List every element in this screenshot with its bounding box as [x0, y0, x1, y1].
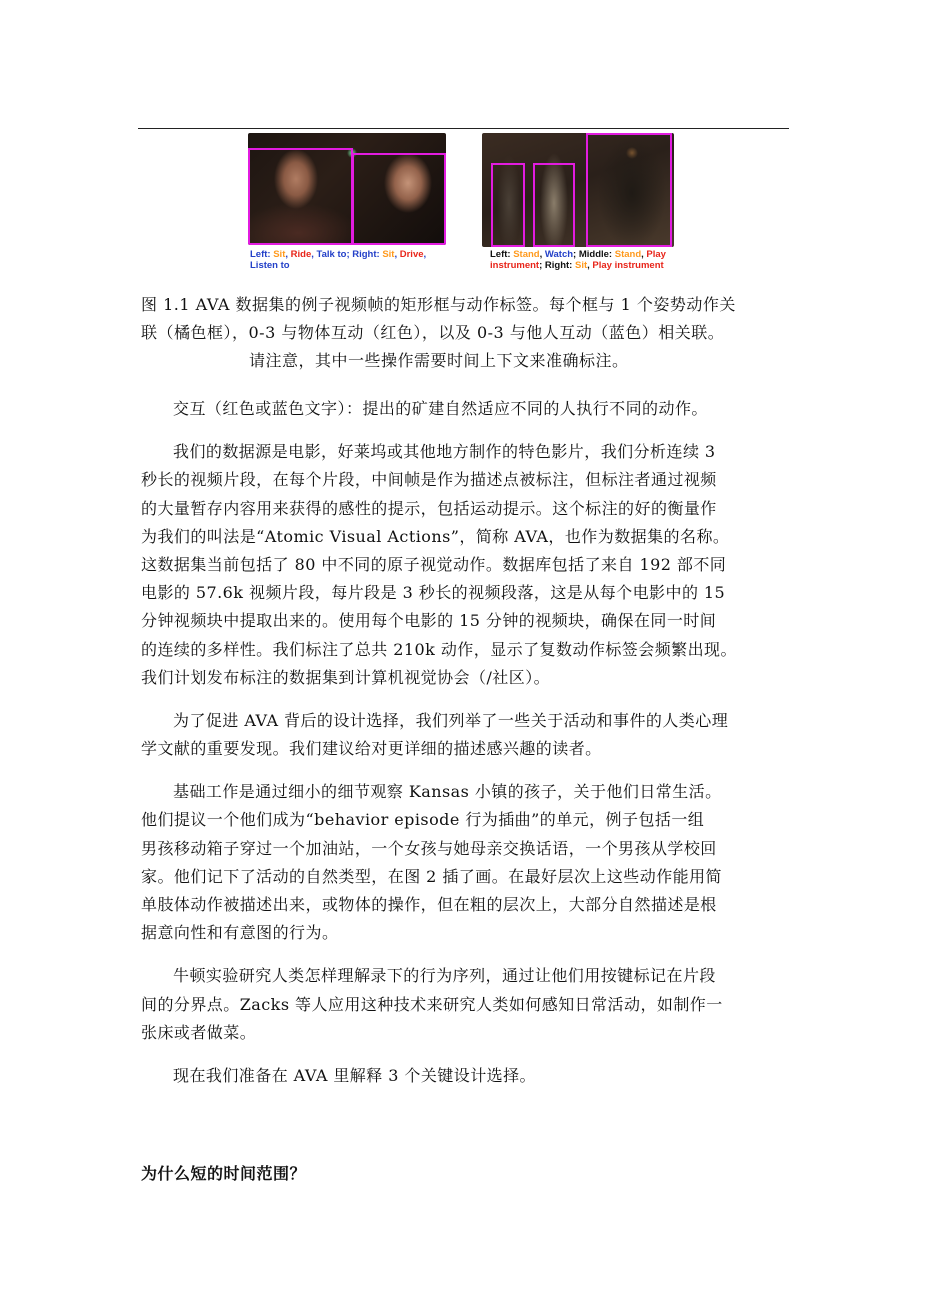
- action-label-segment: ,: [423, 249, 427, 260]
- action-label-segment: ,: [311, 249, 317, 260]
- bounding-box-left-person: [491, 163, 525, 247]
- text-line: 基础工作是通过细小的细节观察 Kansas 小镇的孩子，关于他们日常生活。: [173, 782, 722, 802]
- text-line: 家。他们记下了活动的自然类型，在图 2 插了画。在最好层次上这些动作能用简: [141, 866, 723, 886]
- bounding-box-right-person: [352, 153, 446, 245]
- paragraph-gap: [141, 423, 791, 438]
- left-frame-labels-line-1: [250, 249, 426, 260]
- action-label-segment: ,: [539, 249, 545, 260]
- text-line: 牛顿实验研究人类怎样理解录下的行为序列，通过让他们用按键标记在片段: [173, 966, 716, 986]
- paragraph-gap: [141, 947, 791, 962]
- action-label-segment: Play instrument: [592, 260, 664, 271]
- paragraph: [141, 1062, 791, 1090]
- action-label-segment: ,: [587, 260, 593, 271]
- paragraph: [141, 438, 791, 692]
- paragraph: [141, 395, 791, 423]
- text-line: 现在我们准备在 AVA 里解释 3 个关键设计选择。: [173, 1065, 537, 1085]
- body-text: [141, 395, 791, 1090]
- action-label-segment: Stand: [614, 249, 642, 260]
- text-line: 我们的数据源是电影，好莱坞或其他地方制作的特色影片，我们分析连续 3: [173, 442, 716, 462]
- text-line: 秒长的视频片段，在每个片段，中间帧是作为描述点被标注，但标注者通过视频: [141, 470, 717, 490]
- action-label-segment: Stand: [513, 249, 540, 260]
- bounding-box-left-person: [248, 148, 353, 245]
- action-label-segment: Play: [646, 249, 666, 260]
- text-line: 为了促进 AVA 背后的设计选择，我们列举了一些关于活动和事件的人类心理: [173, 710, 729, 730]
- paragraph-gap: [141, 763, 791, 778]
- bounding-box-middle-person: [533, 163, 575, 247]
- action-label-segment: Talk to: [316, 249, 347, 260]
- text-line: 间的分界点。Zacks 等人应用这种技术来研究人类如何感知日常活动，如制作一: [141, 994, 723, 1014]
- text-line: 男孩移动箱子穿过一个加油站，一个女孩与她母亲交换话语，一个男孩从学校回: [141, 838, 717, 858]
- figure-1-1: [0, 131, 926, 281]
- paragraph: [141, 707, 791, 763]
- figure-caption-line-1: 图 1.1 AVA 数据集的例子视频帧的矩形框与动作标签。每个框与 1 个姿势动作关: [141, 295, 736, 314]
- text-line: 单肢体动作被描述出来，或物体的操作，但在粗的层次上，大部分自然描述是根: [141, 895, 717, 914]
- paragraph: [141, 778, 791, 947]
- action-label-segment: Left:: [250, 249, 274, 260]
- left-frame-labels-line-2: [250, 260, 290, 271]
- paragraph-gap: [141, 692, 791, 707]
- action-label-segment: ,: [285, 249, 291, 260]
- text-line: 的大量暂存内容用来获得的感性的提示，包括运动提示。这个标注的好的衡量作: [141, 498, 717, 518]
- text-line: 这数据集当前包括了 80 中不同的原子视觉动作。数据库包括了来自 192 部不同: [141, 554, 727, 574]
- text-line: 据意向性和有意图的行为。: [141, 923, 339, 943]
- action-label-segment: Listen to: [250, 260, 290, 271]
- text-line: 张床或者做菜。: [141, 1022, 257, 1042]
- action-label-segment: Sit: [382, 249, 395, 260]
- action-label-segment: Left:: [490, 249, 514, 260]
- action-label-segment: instrument: [490, 260, 540, 271]
- text-line: 为我们的叫法是“Atomic Visual Actions”，简称 AVA，也作为数据集的名称。: [141, 526, 730, 546]
- text-line: 的连续的多样性。我们标注了总共 210k 动作，显示了复数动作标签会频繁出现。: [141, 639, 737, 659]
- action-label-segment: Sit: [574, 260, 588, 271]
- action-label-segment: ,: [394, 249, 400, 260]
- action-label-segment: ,: [641, 249, 647, 260]
- right-frame-labels-line-1: [490, 249, 666, 260]
- figure-panel-left: [248, 131, 448, 281]
- figure-caption-line-2: 联（橘色框），0-3 与物体互动（红色），以及 0-3 与他人互动（蓝色）相关联。: [141, 323, 725, 342]
- video-frame-room-scene: [482, 133, 674, 247]
- text-line: 电影的 57.6k 视频片段，每片段是 3 秒长的视频段落，这是从每个电影中的 15: [141, 583, 726, 603]
- text-line: 交互（红色或蓝色文字）：提出的矿建自然适应不同的人执行不同的动作。: [173, 399, 708, 418]
- paragraph: [141, 962, 791, 1047]
- text-line: 分钟视频块中提取出来的。使用每个电影的 15 分钟的视频块，确保在同一时间: [141, 611, 717, 631]
- action-label-segment: Ride: [290, 249, 312, 260]
- paragraph-gap: [141, 1047, 791, 1062]
- section-heading: 为什么短的时间范围？: [141, 1164, 307, 1183]
- figure-caption: [141, 291, 791, 375]
- text-line: 学文献的重要发现。我们建议给对更详细的描述感兴趣的读者。: [141, 739, 602, 759]
- action-label-segment: ; Right:: [539, 260, 575, 271]
- bounding-box-right-person: [586, 133, 672, 247]
- text-line: 我们计划发布标注的数据集到计算机视觉协会（/社区）。: [141, 667, 551, 687]
- action-label-segment: Watch: [544, 249, 574, 260]
- action-label-segment: ; Middle:: [573, 249, 615, 260]
- text-line: 他们提议一个他们成为“behavior episode 行为插曲”的单元，例子包括一组: [141, 810, 705, 830]
- header-rule: [138, 128, 789, 129]
- figure-panel-right: [482, 131, 676, 281]
- action-label-segment: Drive: [399, 249, 424, 260]
- action-label-segment: ; Right:: [346, 249, 383, 260]
- figure-caption-line-3: 请注意，其中一些操作需要时间上下文来准确标注。: [249, 351, 629, 370]
- video-frame-car-scene: [248, 133, 446, 245]
- right-frame-labels-line-2: [490, 260, 664, 271]
- action-label-segment: Sit: [273, 249, 286, 260]
